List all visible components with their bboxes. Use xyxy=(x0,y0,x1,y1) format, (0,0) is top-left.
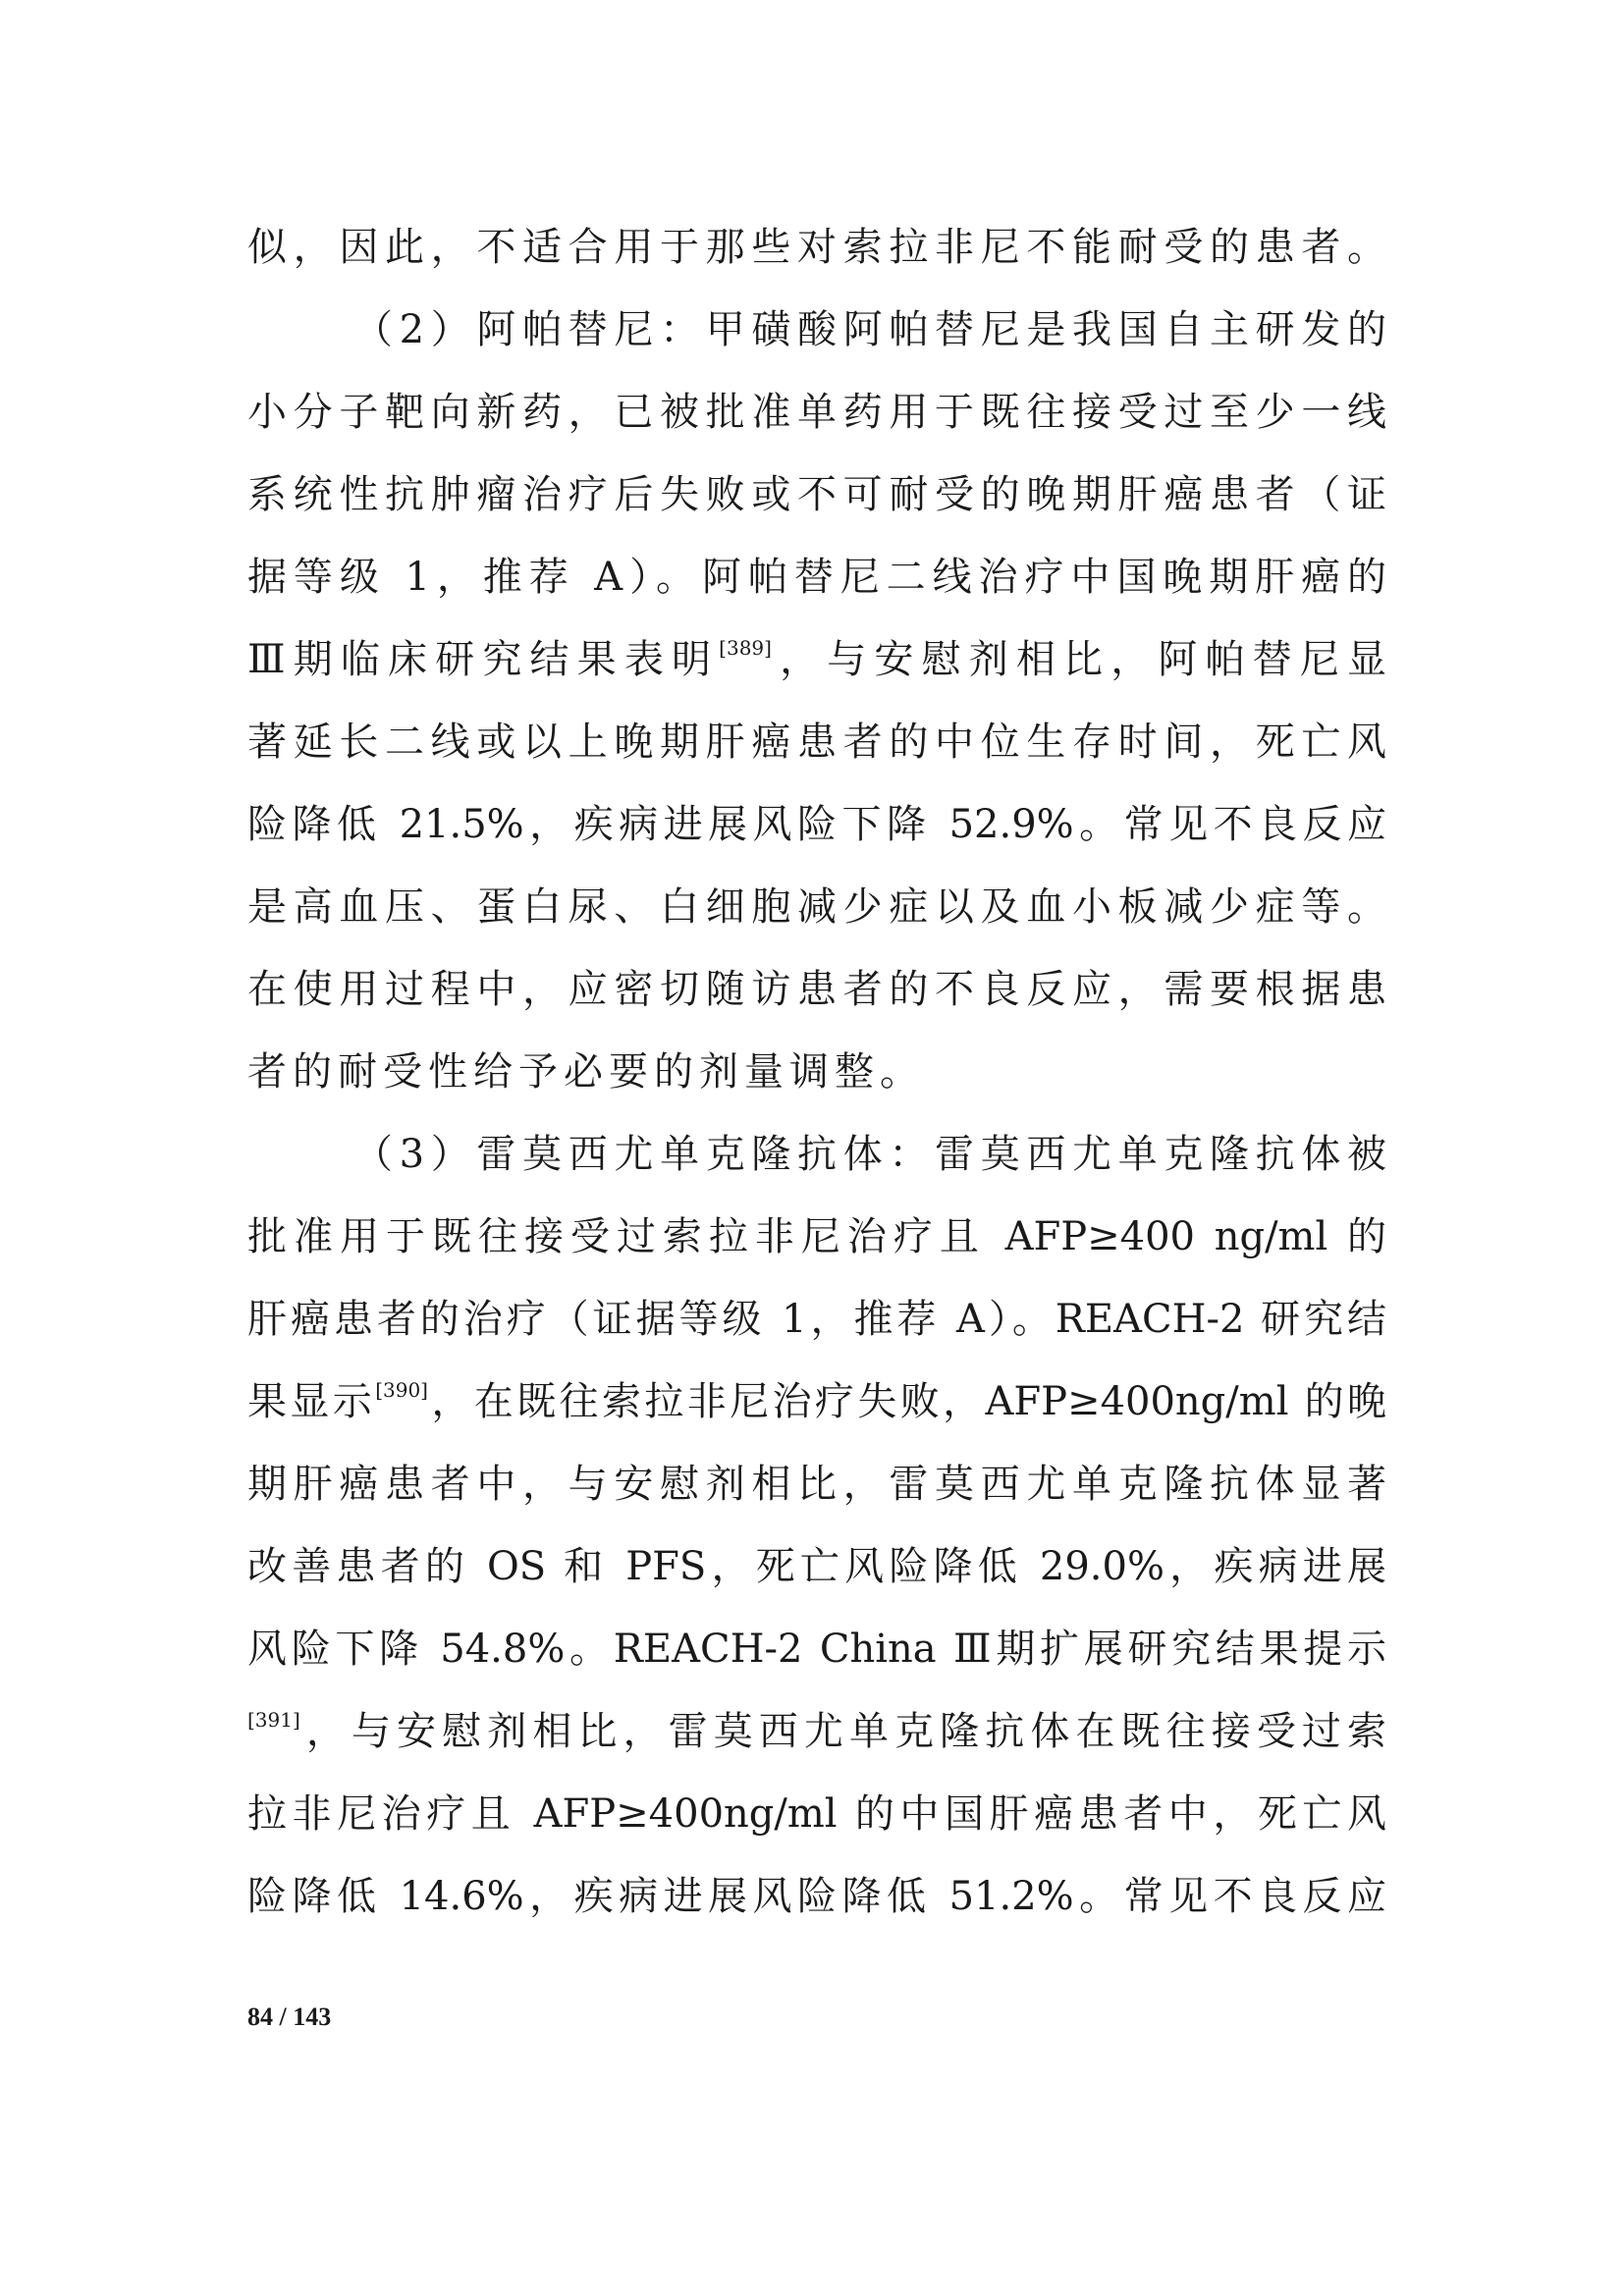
text-line: 拉非尼治疗且 AFP≥400ng/ml 的中国肝癌患者中，死亡风 xyxy=(247,1791,1386,1837)
text-line: 风险下降 54.8%。REACH-2 China Ⅲ期扩展研究结果提示 xyxy=(247,1627,1386,1672)
text-line: 系统性抗肿瘤治疗后失败或不可耐受的晚期肝癌患者（证 xyxy=(247,472,1386,517)
paragraph-last-line: 者的耐受性给予必要的剂量调整。 xyxy=(247,1049,925,1095)
text-line: 期肝癌患者中，与安慰剂相比，雷莫西尤单克隆抗体显著 xyxy=(247,1462,1386,1507)
text-segment: ，在既往索拉非尼治疗失败，AFP≥400ng/ml 的晚 xyxy=(427,1379,1386,1424)
text-line-with-citation xyxy=(247,630,1386,689)
citation-389: [389] xyxy=(719,636,772,660)
text-line: 改善患者的 OS 和 PFS，死亡风险降低 29.0%，疾病进展 xyxy=(247,1544,1386,1589)
text-line: 在使用过程中，应密切随访患者的不良反应，需要根据患 xyxy=(247,967,1386,1012)
text-line: 批准用于既往接受过索拉非尼治疗且 AFP≥400 ng/ml 的 xyxy=(247,1214,1386,1259)
text-line: 小分子靶向新药，已被批准单药用于既往接受过至少一线 xyxy=(247,390,1386,435)
text-line: 险降低 14.6%，疾病进展风险降低 51.2%。常见不良反应 xyxy=(247,1874,1386,1919)
text-line: 是高血压、蛋白尿、白细胞减少症以及血小板减少症等。 xyxy=(247,884,1386,930)
page-number: 84 / 143 xyxy=(247,2002,332,2031)
text-segment: Ⅲ期临床研究结果表明 xyxy=(247,637,720,682)
text-line: 肝癌患者的治疗（证据等级 1，推荐 A）。REACH-2 研究结 xyxy=(247,1297,1386,1342)
text-segment: ，与安慰剂相比，阿帕替尼显 xyxy=(771,637,1387,682)
text-line: 著延长二线或以上晚期肝癌患者的中位生存时间，死亡风 xyxy=(247,720,1386,765)
citation-390: [390] xyxy=(375,1378,428,1402)
paragraph-first-line: （3）雷莫西尤单克隆抗体：雷莫西尤单克隆抗体被 xyxy=(353,1132,1386,1177)
paragraph-first-line: （2）阿帕替尼：甲磺酸阿帕替尼是我国自主研发的 xyxy=(353,307,1386,352)
text-line: 险降低 21.5%，疾病进展风险下降 52.9%。常见不良反应 xyxy=(247,802,1386,847)
text-segment: ，与安慰剂相比，雷莫西尤单克隆抗体在既往接受过索 xyxy=(299,1709,1386,1754)
text-line: 据等级 1，推荐 A）。阿帕替尼二线治疗中国晚期肝癌的 xyxy=(247,555,1386,600)
text-segment: 果显示 xyxy=(247,1379,376,1424)
citation-391: [391] xyxy=(247,1708,300,1732)
text-line: 似，因此，不适合用于那些对索拉非尼不能耐受的患者。 xyxy=(247,225,1386,270)
text-line-with-citation xyxy=(247,1372,1386,1431)
text-line-with-citation xyxy=(247,1702,1386,1761)
